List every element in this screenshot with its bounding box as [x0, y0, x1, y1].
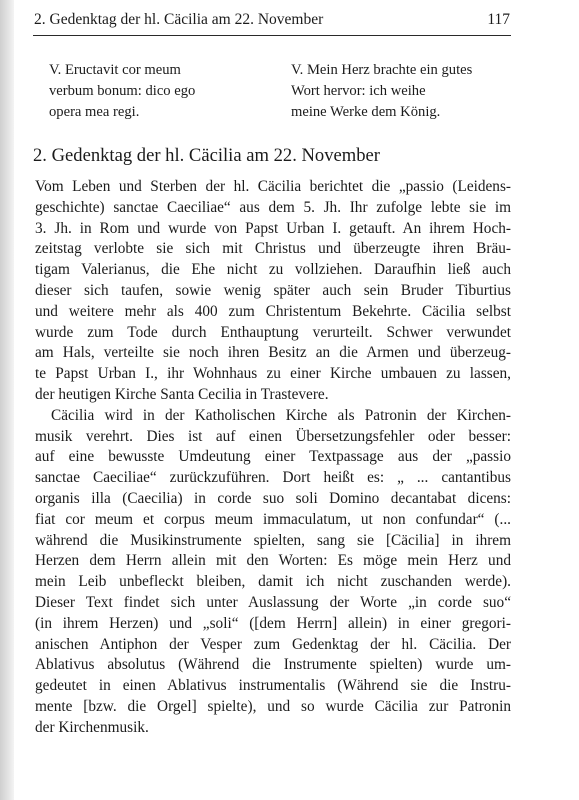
text-line: wurde zum Tode durch Enthauptung verurteilt. Schwer verwundet: [35, 323, 511, 341]
text-line: gedeutet in einen Ablativus instrumentalis (Während sie die Instru-: [35, 677, 511, 695]
paragraph-vita: [35, 177, 511, 406]
text-line: am Hals, verteilte sie noch ihren Besitz an die Armen und überzeug-: [35, 344, 511, 362]
text-line: zeitstag verlobte sie sich mit Christus und überzeugte ihren Bräu-: [35, 240, 511, 258]
verse-german: [291, 60, 511, 123]
text-line: auf eine bewusste Umdeutung einer Textpassage aus der „passio: [35, 448, 511, 466]
text-line: der heutigen Kirche Santa Cecilia in Trastevere.: [35, 385, 329, 403]
section-heading: 2. Gedenktag der hl. Cäcilia am 22. November: [33, 145, 380, 166]
text-line: mein Leib unbefleckt bleiben, damit ich nicht zuschanden werde).: [35, 573, 511, 591]
header-rule: [33, 35, 511, 36]
running-head-section-number: 2.: [34, 11, 46, 28]
text-line: organis illa (Caecilia) in corde suo soli Domino decantabat dicens:: [35, 489, 511, 507]
text-line: während die Musikinstrumente spielten, sang sie [Cäcilia] in ihrem: [35, 531, 511, 549]
text-line: Herzen dem Herrn allein mit den Worten: Es möge mein Herz und: [35, 552, 511, 570]
text-line: der Kirchenmusik.: [35, 718, 149, 736]
verse-line: meine Werke dem König.: [291, 104, 441, 120]
running-head-title: [34, 10, 323, 30]
verse-line: Wort hervor: ich weihe: [291, 83, 426, 99]
text-line: Vom Leben und Sterben der hl. Cäcilia berichtet die „passio (Leidens-: [35, 178, 511, 195]
text-line: fiat cor meum et corpus meum immaculatum, ut non confundar“ (...: [35, 510, 511, 528]
verse-line: V. Eructavit cor meum: [49, 62, 181, 78]
text-line: musik verehrt. Dies ist auf einen Übersetzungsfehler oder besser:: [35, 427, 511, 445]
text-line: Dieser Text findet sich unter Auslassung der Worte „in corde suo“: [35, 593, 511, 611]
text-line: tigam Valerianus, die Ehe nicht zu vollziehen. Daraufhin ließ auch: [35, 261, 511, 279]
text-line: geschichte) sanctae Caeciliae“ aus dem 5. Jh. Ihr zufolge lebte sie im: [35, 198, 511, 216]
verse-latin: [49, 60, 279, 123]
body-text: [35, 177, 511, 739]
page-number: 117: [487, 11, 510, 28]
text-line: te Papst Urban I., ihr Wohnhaus zu einer Kirche umbauen zu lassen,: [35, 365, 511, 383]
verse-line: opera mea regi.: [49, 104, 140, 120]
text-line: und weitere mehr als 400 zum Christentum Bekehrte. Cäcilia selbst: [35, 302, 511, 320]
paragraph-patronage: [35, 406, 511, 739]
text-line: anischen Antiphon der Vesper zum Gedenktag der hl. Cäcilia. Der: [35, 635, 511, 653]
verse-line: V. Mein Herz brachte ein gutes: [291, 62, 473, 78]
page-gutter-shadow: [0, 0, 14, 800]
text-line: (in ihrem Herzen) und „soli“ ([dem Herrn] allein) in einer gregori-: [35, 614, 511, 632]
text-line: dieser sich taufen, sowie wenig später auch sein Bruder Tiburtius: [35, 281, 511, 299]
text-line: mente [bzw. die Orgel] spielte), und so wurde Cäcilia zur Patronin: [35, 697, 511, 715]
text-line: sanctae Caeciliae“ zurückzuführen. Dort heißt es: „ ... cantantibus: [35, 469, 511, 487]
verse-line: verbum bonum: dico ego: [49, 83, 196, 99]
running-head-title-text: Gedenktag der hl. Cäcilia am 22. November: [49, 11, 324, 28]
text-line: Ablativus absolutus (Während die Instrumente spielten) wurde um-: [35, 656, 511, 674]
text-line: 3. Jh. in Rom und wurde von Papst Urban I. getauft. An ihrem Hoch-: [35, 219, 511, 237]
text-line: Cäcilia wird in der Katholischen Kirche als Patronin der Kirchen-: [51, 406, 511, 424]
